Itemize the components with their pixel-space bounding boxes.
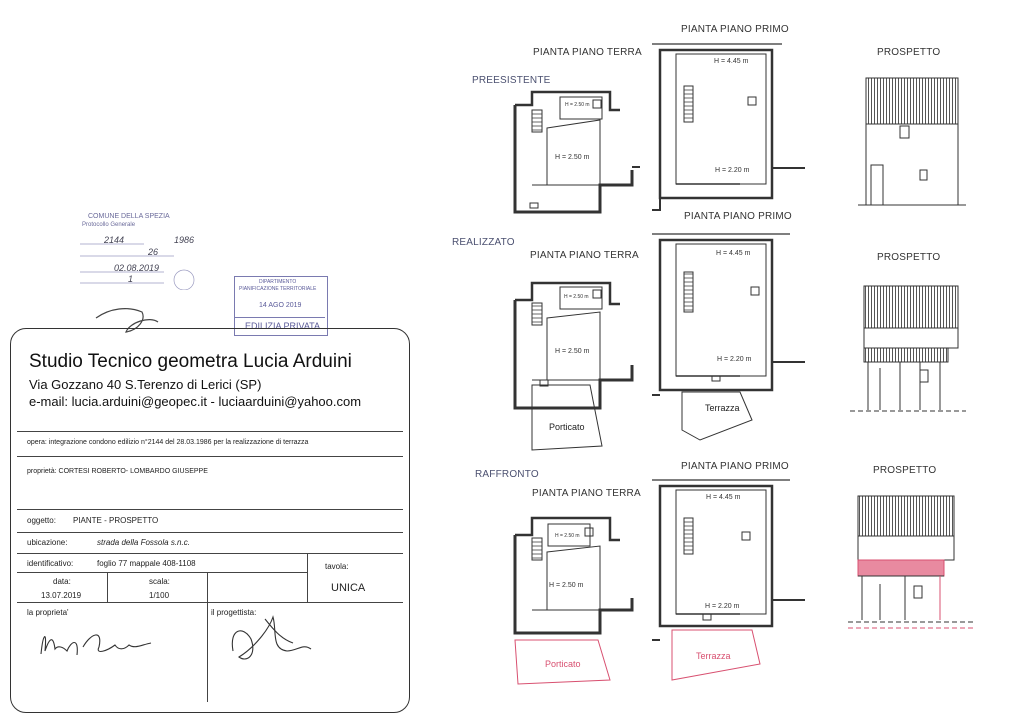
oggetto-label: oggetto: <box>27 516 56 525</box>
height-label: H = 4.45 m <box>716 250 751 257</box>
stamp-page: 1 <box>128 274 134 284</box>
section-label-realizzato: REALIZZATO <box>452 237 515 248</box>
stamp-field: 26 <box>148 247 159 257</box>
oggetto-value: PIANTE - PROSPETTO <box>73 516 159 525</box>
progettista-label: il progettista: <box>211 608 257 617</box>
height-label: H = 2.50 m <box>565 102 590 108</box>
signatures <box>11 329 411 714</box>
stamp-divider <box>235 317 325 318</box>
elevation-realizzato <box>850 286 966 411</box>
stamp-number: 2144 <box>104 235 125 245</box>
ground-plan-preesistente <box>515 92 640 212</box>
first-plan-raffronto <box>652 480 805 680</box>
stamp-line: PIANIFICAZIONE TERRITORIALE <box>239 286 317 292</box>
height-label: H = 2.50 m <box>549 582 584 589</box>
opera-text: opera: integrazione condono edilizio n°2144 del 28.03.1986 per la realizzazione di terrazza <box>27 439 309 446</box>
ubicazione-value: strada della Fossola s.n.c. <box>97 538 190 547</box>
identificativo-label: identificativo: <box>27 559 74 568</box>
tavola-value: UNICA <box>331 582 366 594</box>
elevation-title-preesistente: PROSPETTO <box>877 47 941 58</box>
identificativo-value: foglio 77 mappale 408-1108 <box>97 559 196 568</box>
proprieta-text: proprietà: CORTESI ROBERTO- LOMBARDO GIUSEPPE <box>27 468 208 475</box>
terrazza-label: Terrazza <box>705 403 740 413</box>
height-label: H = 2.50 m <box>555 533 580 539</box>
ubicazione-label: ubicazione: <box>27 538 68 547</box>
height-label: H = 4.45 m <box>706 494 741 501</box>
height-label: H = 2.20 m <box>717 356 752 363</box>
height-label: H = 2.20 m <box>715 167 750 174</box>
ground-plan-title-raffronto: PIANTA PIANO TERRA <box>532 488 641 499</box>
title-block <box>10 328 410 713</box>
stamp-date: 14 AGO 2019 <box>259 302 302 309</box>
data-value: 13.07.2019 <box>41 591 82 600</box>
scala-value: 1/100 <box>149 591 170 600</box>
stamp-line: COMUNE DELLA SPEZIA <box>88 213 170 220</box>
first-plan-title-preesistente: PIANTA PIANO PRIMO <box>681 24 789 35</box>
tavola-label: tavola: <box>325 562 349 571</box>
studio-name: Studio Tecnico geometra Lucia Arduini <box>29 351 352 372</box>
stamp-year: 1986 <box>174 235 195 245</box>
porticato-label: Porticato <box>545 659 581 669</box>
height-label: H = 2.20 m <box>705 603 740 610</box>
section-label-preesistente: PREESISTENTE <box>472 75 551 86</box>
studio-email: e-mail: lucia.arduini@geopec.it - luciaarduini@yahoo.com <box>29 394 362 409</box>
municipal-stamp <box>74 210 204 290</box>
studio-address: Via Gozzano 40 S.Terenzo di Lerici (SP) <box>29 377 262 392</box>
terrazza-label: Terrazza <box>696 651 731 661</box>
ground-plan-title-realizzato: PIANTA PIANO TERRA <box>530 250 639 261</box>
height-label: H = 2.50 m <box>555 348 590 355</box>
height-label: H = 4.45 m <box>714 58 749 65</box>
elevation-preesistente <box>858 78 966 205</box>
row-realizzato <box>515 234 966 450</box>
row-preesistente <box>515 44 966 212</box>
stamp-line: DIPARTIMENTO <box>259 279 297 285</box>
porticato-label: Porticato <box>549 422 585 432</box>
first-plan-preesistente <box>652 44 805 210</box>
stamp-date: 02.08.2019 <box>114 263 160 273</box>
elevation-title-realizzato: PROSPETTO <box>877 252 941 263</box>
edilizia-stamp <box>234 276 328 336</box>
height-label: H = 2.50 m <box>555 154 590 161</box>
proprieta-sign-label: la proprieta' <box>27 608 69 617</box>
stamp-label: EDILIZIA PRIVATA <box>245 321 321 331</box>
first-plan-title-realizzato: PIANTA PIANO PRIMO <box>684 211 792 222</box>
data-label: data: <box>53 577 71 586</box>
row-raffronto <box>515 480 976 684</box>
height-label: H = 2.50 m <box>564 294 589 300</box>
scala-label: scala: <box>149 577 170 586</box>
section-label-raffronto: RAFFRONTO <box>475 469 539 480</box>
elevation-raffronto <box>848 496 976 628</box>
elevation-title-raffronto: PROSPETTO <box>873 465 937 476</box>
first-plan-title-raffronto: PIANTA PIANO PRIMO <box>681 461 789 472</box>
stamp-line: Protocollo Generale <box>82 222 136 228</box>
ground-plan-title-preesistente: PIANTA PIANO TERRA <box>533 47 642 58</box>
